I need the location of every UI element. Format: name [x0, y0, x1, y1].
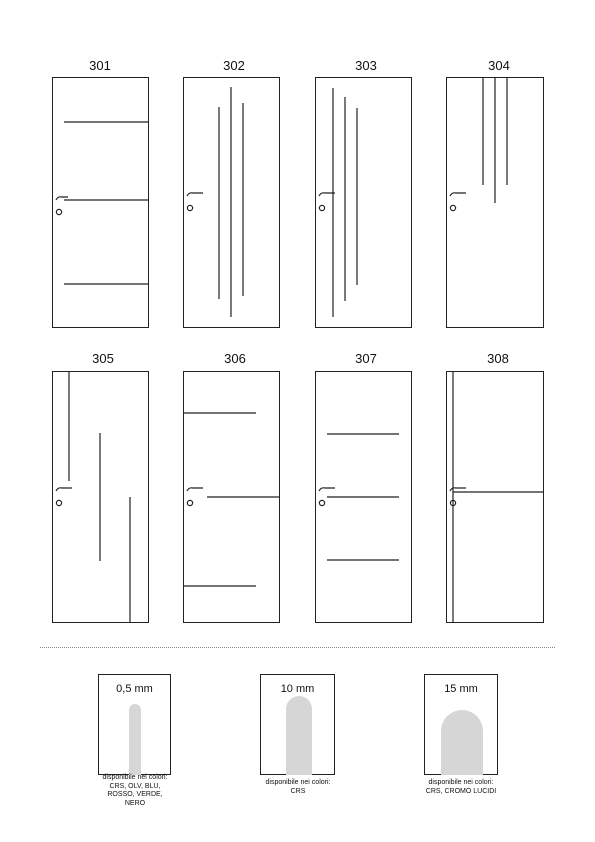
door-306-pattern: [183, 371, 280, 623]
door-code-306: 306: [224, 351, 246, 366]
available-label: disponibile nei colori:: [102, 774, 168, 781]
door-code-302: 302: [223, 58, 245, 73]
door-307[interactable]: [315, 371, 412, 623]
profile-10mm: [260, 674, 335, 775]
profile-15mm: [424, 674, 498, 775]
door-307-pattern: [315, 371, 412, 623]
door-305[interactable]: [52, 371, 149, 623]
keyhole-icon: [56, 500, 61, 505]
available-colors: CRS, CROMO LUCIDI: [425, 787, 497, 795]
keyhole-icon: [319, 205, 324, 210]
door-handle-icon: [56, 488, 72, 491]
door-code-304: 304: [488, 58, 510, 73]
available-colors: CRS: [290, 787, 306, 795]
door-304-pattern: [446, 77, 544, 328]
door-302-pattern: [183, 77, 280, 328]
door-306[interactable]: [183, 371, 280, 623]
section-divider: [40, 647, 555, 648]
door-code-307: 307: [355, 351, 377, 366]
door-code-305: 305: [92, 351, 114, 366]
door-308-pattern: [446, 371, 544, 623]
available-label: disponibile nei colori:: [428, 779, 494, 786]
profile-groove-shape: [129, 704, 141, 775]
available-label: disponibile nei colori:: [265, 779, 331, 786]
keyhole-icon: [56, 209, 61, 214]
door-301[interactable]: [52, 77, 149, 328]
door-handle-icon: [450, 488, 466, 491]
profile-availability: [406, 779, 516, 796]
keyhole-icon: [187, 205, 192, 210]
profile-size-label: 0,5 mm: [116, 683, 153, 695]
profile-05mm: [98, 674, 171, 775]
keyhole-icon: [319, 500, 324, 505]
door-303[interactable]: [315, 77, 412, 328]
door-304[interactable]: [446, 77, 544, 328]
keyhole-icon: [450, 205, 455, 210]
profile-size-label: 15 mm: [444, 683, 478, 695]
door-handle-icon: [187, 193, 203, 196]
door-308[interactable]: [446, 371, 544, 623]
door-handle-icon: [450, 193, 466, 196]
door-handle-icon: [187, 488, 203, 491]
door-302[interactable]: [183, 77, 280, 328]
profile-availability: [243, 779, 353, 796]
door-code-308: 308: [487, 351, 509, 366]
profile-availability: [80, 774, 190, 808]
profile-size-label: 10 mm: [280, 683, 315, 695]
available-colors: CRS, OLV, BLU, ROSSO, VERDE, NERO: [107, 782, 163, 807]
door-305-pattern: [52, 371, 149, 623]
door-code-301: 301: [89, 58, 111, 73]
profile-groove-shape: [441, 710, 483, 775]
keyhole-icon: [187, 500, 192, 505]
door-301-pattern: [52, 77, 149, 328]
door-303-pattern: [315, 77, 412, 328]
profile-groove-shape: [286, 696, 312, 775]
door-handle-icon: [319, 488, 335, 491]
door-code-303: 303: [355, 58, 377, 73]
